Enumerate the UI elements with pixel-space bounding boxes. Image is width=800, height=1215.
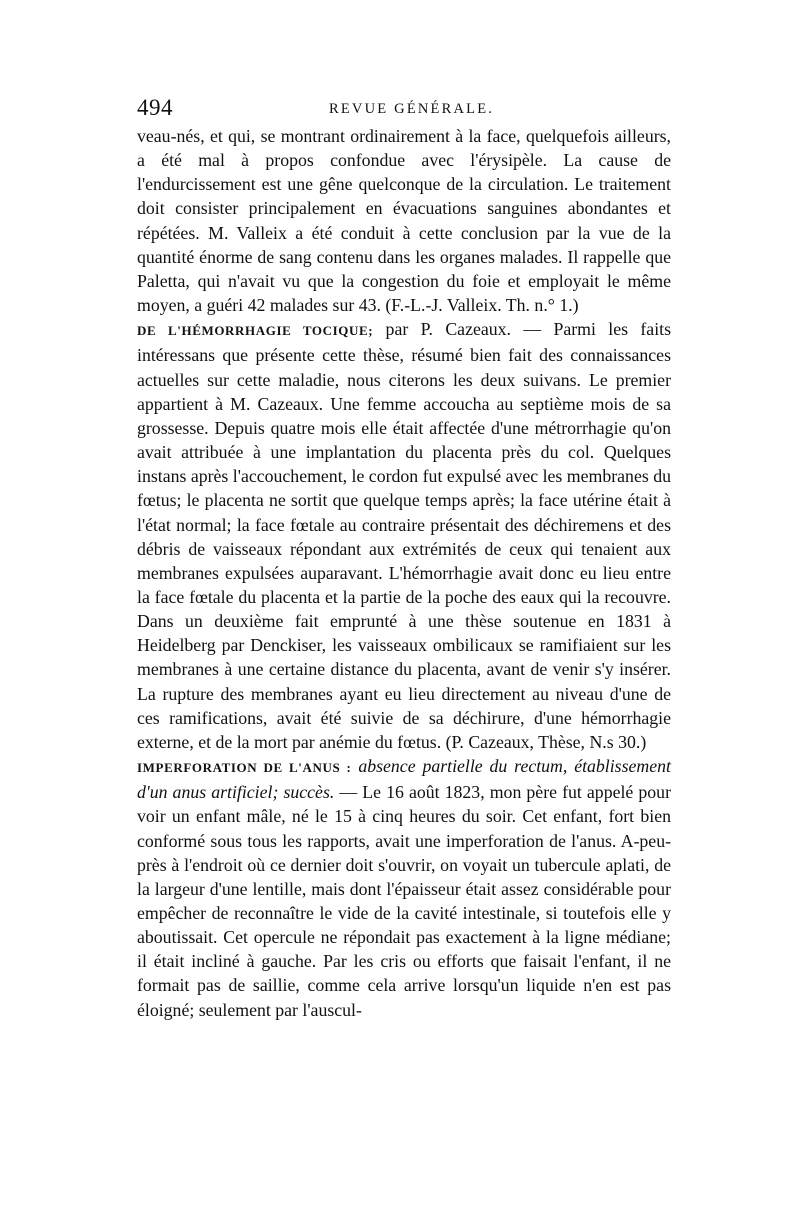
section-subtitle: absence partielle du rectum, établissement d'un anus artificiel; succès. [137, 756, 671, 803]
paragraph-text: — Le 16 août 1823, mon père fut appelé pour voir un enfant mâle, né le 15 à cinq heures du soir. Cet enfant, fort bien conformé sous tous les rapports, avait une imperforation de l'anus. A-peu-près à l'endroit où ce dernier doit s'ouvrir, on voyait un tubercule aplati, de la largeur d'une lentille, mais dont l'épaisseur était assez considérable pour empêcher de reconnaître le vide de la cavité intestinale, si toutefois elle y aboutissait. Cet opercule ne répondait pas exactement à la ligne médiane; il était incliné à gauche. Par les cris ou efforts que faisait l'enfant, il ne formait pas de saillie, comme cela arrive lorsqu'un liquide n'en est pas éloigné; seulement par l'auscul- [137, 782, 671, 1020]
paragraph-text: veau-nés, et qui, se montrant ordinairement à la face, quelquefois ailleurs, a été mal à propos confondue avec l'érysipèle. La cause de l'endurcissement est une gêne quelconque de la circulation. Le traitement doit consister principalement en évacuations sanguines abondantes et répétées. M. Valleix a été conduit à cette conclusion par la vue de la quantité énorme de sang contenu dans les organes malades. Il rappelle que Paletta, qui n'avait vu que la congestion du foie et employait le même moyen, a guéri 42 malades sur 43. (F.-L.-J. Valleix. Th. n.° 1.) [137, 126, 671, 316]
body-text [137, 124, 671, 1022]
paragraph-imperforation [137, 754, 671, 1022]
running-head: REVUE GÉNÉRALE. [329, 101, 495, 117]
section-heading: DE L'HÉMORRHAGIE TOCIQUE; [137, 323, 374, 339]
paragraph-valleix [137, 124, 671, 317]
paragraph-text: par P. Cazeaux. — Parmi les faits intéressans que présente cette thèse, résumé bien fait des connaissances actuelles sur cette maladie, nous citerons les deux suivans. Le premier appartient à M. Cazeaux. Une femme accoucha au septième mois de sa grossesse. Depuis quatre mois elle était affectée d'une métrorrhagie qu'on avait attribuée à une implantation du placenta près du col. Quelques instans après l'accouchement, le cordon fut expulsé avec les membranes du fœtus; le placenta ne sortit que quelque temps après; la face utérine était à l'état normal; la face fœtale au contraire présentait des déchiremens et des débris de vaisseaux répondant aux extrémités de ceux qui tenaient aux membranes expulsées auparavant. L'hémorrhagie avait donc eu lieu entre la face fœtale du placenta et la partie de la poche des eaux qui la recouvre. Dans un deuxième fait emprunté à une thèse soutenue en 1831 à Heidelberg par Denckiser, les vaisseaux ombilicaux se ramifiaient sur les membranes à une certaine distance du placenta, avant de venir s'y insérer. La rupture des membranes ayant eu lieu directement au niveau d'une de ces ramifications, avait été suivie de sa déchirure, d'une hémorrhagie externe, et de la mort par anémie du fœtus. (P. Cazeaux, Thèse, N.s 30.) [137, 319, 671, 752]
page-header [137, 94, 671, 124]
section-heading: IMPERFORATION DE L'ANUS : [137, 760, 352, 776]
document-page [137, 94, 671, 1022]
page-number: 494 [137, 95, 173, 120]
paragraph-hemorrhagie [137, 317, 671, 754]
